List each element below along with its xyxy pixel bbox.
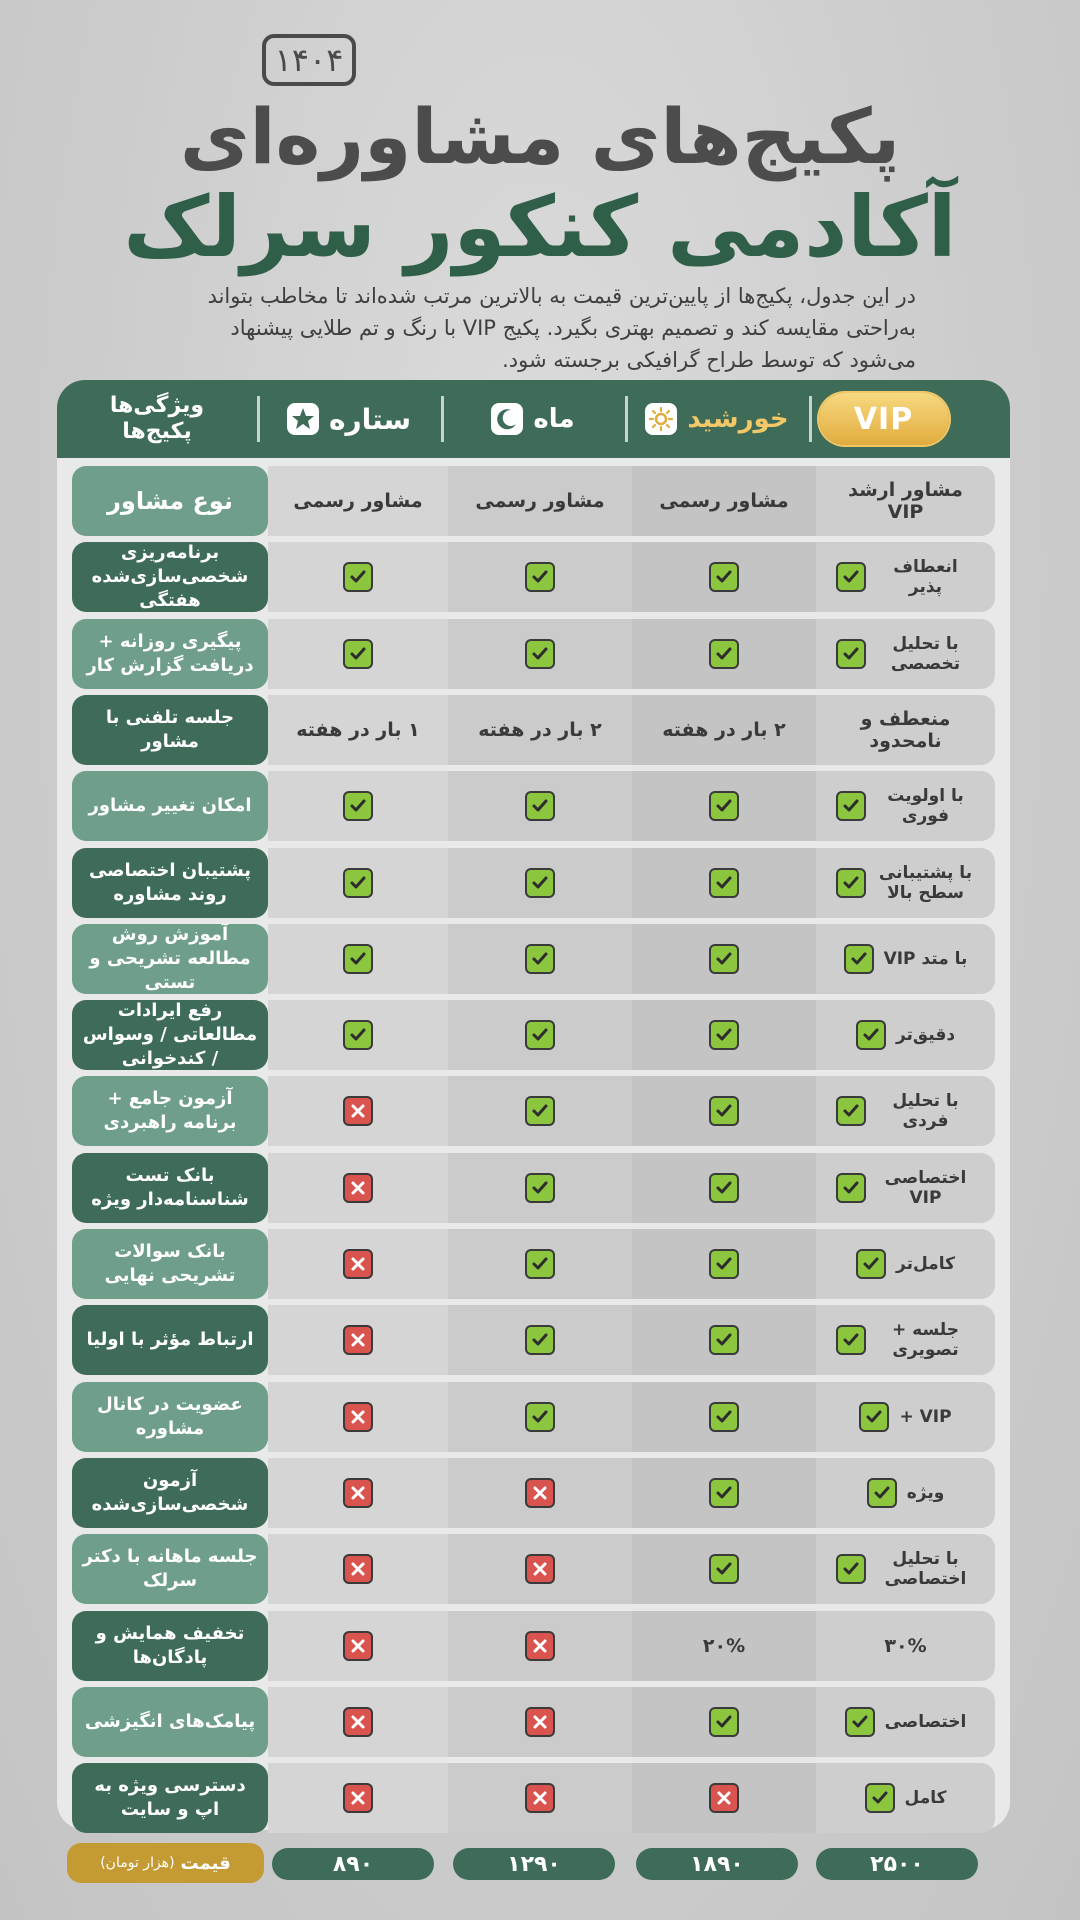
check-icon [856,1249,886,1279]
header-divider [809,396,812,442]
check-icon [836,791,866,821]
header-star-label: ستاره [328,402,412,436]
check-icon [859,1402,889,1432]
cross-icon [343,1478,373,1508]
price-vip: ۲۵۰۰ [816,1848,978,1880]
header-features [57,380,257,458]
check-icon [709,1478,739,1508]
check-icon [836,1554,866,1584]
cell-moon [448,1076,632,1146]
table-header [57,380,1010,458]
feature-label: بانک تست شناسنامه‌دار ویژه [72,1153,268,1223]
vip-note: ویژه [906,1483,945,1503]
cell-sun [632,1763,816,1833]
feature-label: بانک سوالات تشریحی نهایی [72,1229,268,1299]
table-row [72,1305,995,1375]
feature-label: آموزش روش مطالعه تشریحی و تستی [72,924,268,994]
vip-note: VIP + [899,1407,952,1427]
check-icon [343,1020,373,1050]
check-icon [709,1020,739,1050]
cell-sun [632,771,816,841]
cross-icon [525,1554,555,1584]
table-row [72,1611,995,1681]
check-icon [709,944,739,974]
cell-moon [448,1534,632,1604]
cell-sun [632,1153,816,1223]
cell-vip [816,542,995,612]
vip-note: با اولویت فوری [887,786,964,826]
feature-label: عضویت در کانال مشاوره [72,1382,268,1452]
cell-moon [448,542,632,612]
row-cells [268,771,995,841]
table-row [72,466,995,536]
page-title: پکیج‌های مشاوره‌ای [179,92,901,181]
cell-vip [816,1687,995,1757]
check-icon [343,562,373,592]
cell-moon [448,1000,632,1070]
cell-vip [816,848,995,918]
cell-vip [816,771,995,841]
feature-label: تخفیف همایش و پادگان‌ها [72,1611,268,1681]
check-icon [525,791,555,821]
cell-star [268,1305,448,1375]
cell-text: مشاور رسمی [475,490,605,512]
check-icon [709,1173,739,1203]
cell-vip [816,1382,995,1452]
vip-note: جلسه + تصویری [892,1320,959,1360]
header-sun-label: خورشید [687,404,789,434]
cell-star [268,619,448,689]
cell-moon [448,848,632,918]
check-icon [525,868,555,898]
cell-sun [632,1000,816,1070]
header-features-line2: پکیج‌ها [122,419,192,444]
row-cells [268,924,995,994]
check-icon [525,1402,555,1432]
vip-note: کامل‌تر [896,1254,955,1274]
check-icon [709,791,739,821]
cell-sun [632,1076,816,1146]
cell-sun [632,1611,816,1681]
check-icon [844,944,874,974]
table-row [72,848,995,918]
cell-text: ۳۰% [884,1635,927,1657]
cell-moon [448,1458,632,1528]
cell-moon [448,466,632,536]
vip-note: با تحلیل اختصاصی [884,1549,967,1589]
check-icon [865,1783,895,1813]
cell-moon [448,1611,632,1681]
cell-moon [448,1687,632,1757]
cell-vip [816,1305,995,1375]
cell-sun [632,1305,816,1375]
cell-sun [632,542,816,612]
vip-note: دقیق‌تر [895,1025,956,1045]
header-moon-label: ماه [533,404,575,434]
check-icon [343,639,373,669]
year-badge: ۱۴۰۴ [262,34,356,86]
cell-sun [632,1229,816,1299]
table-row [72,1382,995,1452]
table-row [72,771,995,841]
cell-sun [632,1534,816,1604]
cell-star [268,1076,448,1146]
cell-star [268,771,448,841]
row-cells [268,542,995,612]
row-cells [268,1687,995,1757]
check-icon [525,944,555,974]
feature-label: آزمون جامع + برنامه راهبردی [72,1076,268,1146]
feature-label: ارتباط مؤثر با اولیا [72,1305,268,1375]
row-cells [268,1076,995,1146]
cell-sun [632,619,816,689]
cell-star [268,695,448,765]
feature-label: امکان تغییر مشاور [72,771,268,841]
price-star: ۸۹۰ [272,1848,434,1880]
cross-icon [525,1783,555,1813]
cell-text: مشاور ارشد VIP [848,479,963,523]
cell-star [268,1687,448,1757]
check-icon [836,1325,866,1355]
cell-text: مشاور رسمی [293,490,423,512]
row-cells [268,1458,995,1528]
price-label-text: قیمت [180,1852,231,1874]
header-divider [625,396,628,442]
page-subtitle: آکادمی کنکور سرلک [123,178,957,276]
cell-moon [448,1382,632,1452]
cell-vip [816,1076,995,1146]
check-icon [836,1096,866,1126]
check-icon [867,1478,897,1508]
check-icon [845,1707,875,1737]
cell-star [268,1763,448,1833]
cross-icon [343,1096,373,1126]
cross-icon [343,1783,373,1813]
cell-moon [448,1763,632,1833]
feature-label: پشتیبان اختصاصی روند مشاوره [72,848,268,918]
cell-vip [816,1229,995,1299]
table-row [72,542,995,612]
cell-star [268,1458,448,1528]
feature-label: آزمون شخصی‌سازی‌شده [72,1458,268,1528]
check-icon [709,1707,739,1737]
cell-moon [448,1153,632,1223]
check-icon [709,1554,739,1584]
cross-icon [343,1707,373,1737]
table-row [72,1076,995,1146]
check-icon [525,639,555,669]
cell-vip [816,695,995,765]
cell-star [268,1000,448,1070]
cell-sun [632,466,816,536]
cross-icon [343,1325,373,1355]
check-icon [343,791,373,821]
cell-text: منعطف و نامحدود [860,708,951,752]
feature-label: جلسه ماهانه با دکتر سرلک [72,1534,268,1604]
intro-text: در این جدول، پکیج‌ها از پایین‌ترین قیمت به بالاترین مرتب شده‌اند تا مخاطب بتواند به‌راحتی مقایسه کند و تصمیم بهتری بگیرد. پکیج VIP با رنگ و تم طلایی پیشنهاد می‌شود که توسط طراح گرافیکی برجسته شود. [207,284,916,372]
cell-vip [816,1611,995,1681]
cross-icon [343,1249,373,1279]
check-icon [525,1249,555,1279]
row-cells [268,466,995,536]
header-features-line1: ویژگی‌ها [109,393,205,418]
check-icon [836,1173,866,1203]
cell-moon [448,619,632,689]
check-icon [343,868,373,898]
cross-icon [525,1478,555,1508]
vip-note: اختصاصی VIP [884,1168,967,1208]
table-row [72,1458,995,1528]
cell-moon [448,1229,632,1299]
vip-note: انعطاف پذیر [893,557,958,597]
cell-text: ۲۰% [702,1635,746,1657]
cell-star [268,466,448,536]
cell-vip [816,1000,995,1070]
table-row [72,1687,995,1757]
cell-sun [632,695,816,765]
table-row [72,924,995,994]
cell-star [268,1611,448,1681]
feature-label: پیگیری روزانه + دریافت گزارش کار [72,619,268,689]
cross-icon [343,1631,373,1661]
table-row [72,1763,995,1833]
vip-badge: VIP [819,393,949,445]
feature-label: برنامه‌ریزی شخصی‌سازی‌شده هفتگی [72,542,268,612]
vip-note: با تحلیل فردی [892,1091,959,1131]
table-row [72,619,995,689]
cell-vip [816,1763,995,1833]
cross-icon [525,1707,555,1737]
check-icon [709,1402,739,1432]
row-cells [268,1305,995,1375]
star-icon [287,403,319,435]
cross-icon [709,1783,739,1813]
cell-star [268,848,448,918]
cell-sun [632,1687,816,1757]
cell-star [268,542,448,612]
check-icon [525,1173,555,1203]
cell-vip [816,1534,995,1604]
check-icon [709,1325,739,1355]
cell-star [268,1153,448,1223]
row-cells [268,1611,995,1681]
row-cells [268,1763,995,1833]
feature-label: دسترسی ویژه به اپ و سایت [72,1763,268,1833]
cell-text: ۱ بار در هفته [296,719,420,741]
cross-icon [343,1554,373,1584]
cell-star [268,1229,448,1299]
header-star [257,380,441,458]
vip-note: با تحلیل تخصصی [890,634,961,674]
cell-vip [816,1458,995,1528]
check-icon [709,562,739,592]
table-row [72,1229,995,1299]
cross-icon [343,1402,373,1432]
price-label [67,1843,264,1883]
check-icon [525,1096,555,1126]
check-icon [525,1020,555,1050]
cross-icon [525,1631,555,1661]
vip-note: کامل [904,1788,947,1808]
feature-label: رفع ایرادات مطالعاتی / وسواس / کندخوانی [72,1000,268,1070]
cell-sun [632,1382,816,1452]
cell-moon [448,924,632,994]
row-cells [268,1000,995,1070]
feature-label: پیامک‌های انگیزشی [72,1687,268,1757]
moon-icon [491,403,523,435]
cross-icon [343,1173,373,1203]
check-icon [836,868,866,898]
vip-note: با پشتیبانی سطح بالا [878,863,973,903]
header-moon [441,380,625,458]
row-cells [268,1534,995,1604]
check-icon [836,562,866,592]
header-divider [257,396,260,442]
check-icon [836,639,866,669]
row-cells [268,1382,995,1452]
vip-note: اختصاصی [884,1712,967,1732]
check-icon [709,1249,739,1279]
cell-vip [816,1153,995,1223]
cell-vip [816,619,995,689]
cell-star [268,924,448,994]
table-row [72,1153,995,1223]
sun-icon [645,403,677,435]
cell-sun [632,924,816,994]
cell-moon [448,1305,632,1375]
check-icon [709,868,739,898]
price-unit: (هزار تومان) [100,1855,175,1871]
cell-star [268,1534,448,1604]
header-divider [441,396,444,442]
cell-text: ۲ بار در هفته [662,719,786,741]
check-icon [709,639,739,669]
cell-sun [632,848,816,918]
feature-label: جلسه تلفنی با مشاور [72,695,268,765]
cell-moon [448,695,632,765]
vip-note: با متد VIP [883,949,968,969]
cell-sun [632,1458,816,1528]
check-icon [856,1020,886,1050]
cell-text: مشاور رسمی [659,490,789,512]
header-sun [625,380,809,458]
table-row [72,1534,995,1604]
table-row [72,695,995,765]
price-sun: ۱۸۹۰ [636,1848,798,1880]
check-icon [525,1325,555,1355]
row-cells [268,695,995,765]
cell-text: ۲ بار در هفته [478,719,602,741]
feature-label: نوع مشاور [72,466,268,536]
price-moon: ۱۲۹۰ [453,1848,615,1880]
check-icon [343,944,373,974]
check-icon [525,562,555,592]
cell-star [268,1382,448,1452]
check-icon [709,1096,739,1126]
cell-vip [816,466,995,536]
row-cells [268,848,995,918]
row-cells [268,1153,995,1223]
row-cells [268,619,995,689]
row-cells [268,1229,995,1299]
cell-moon [448,771,632,841]
cell-vip [816,924,995,994]
table-row [72,1000,995,1070]
